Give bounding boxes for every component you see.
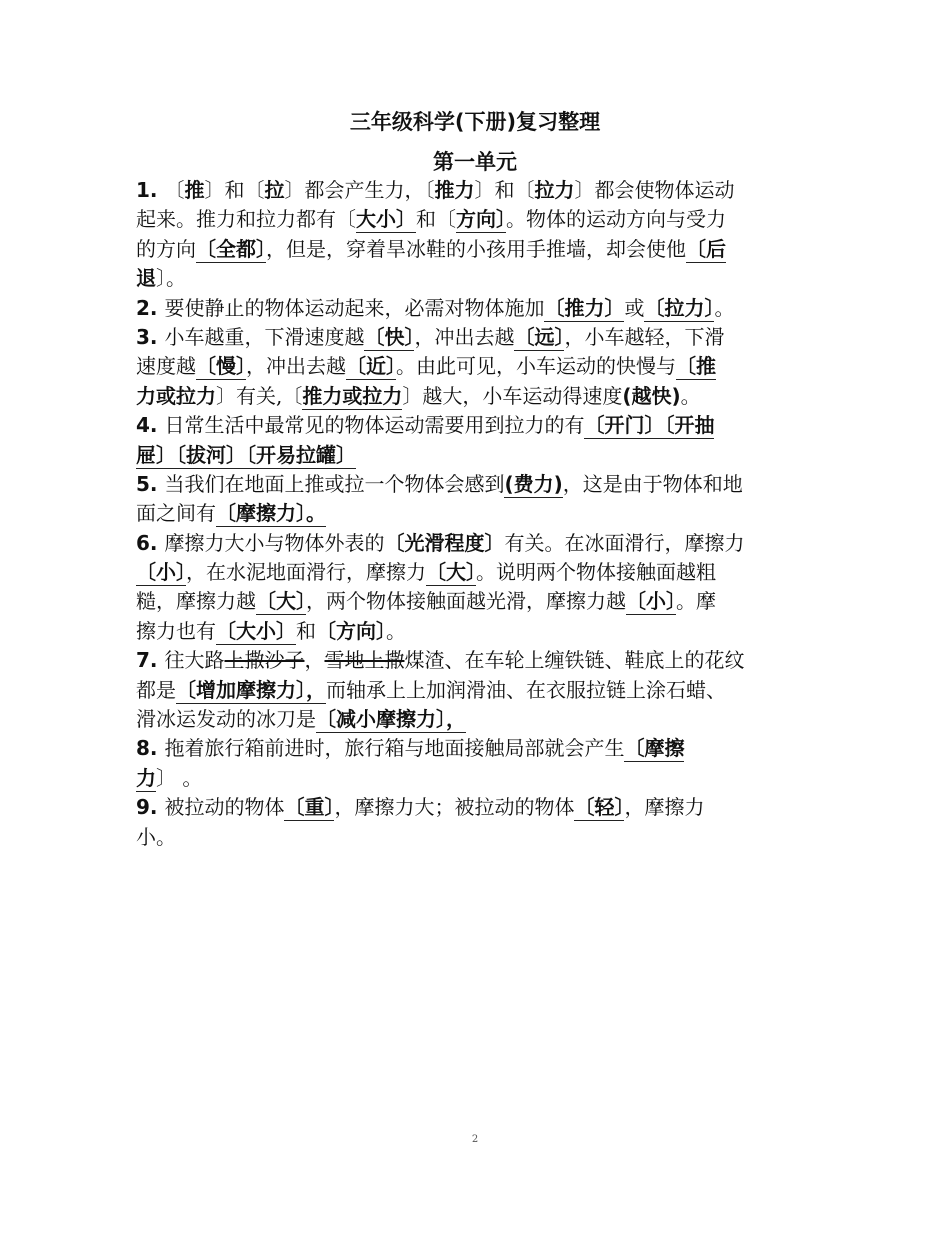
answer-blank: 推力或拉力: [302, 383, 403, 408]
text-line: [136, 382, 816, 411]
text-run: 〕和〔: [474, 178, 535, 202]
text-line: [136, 176, 816, 205]
answer-blank: 〔摩擦力〕。: [216, 501, 326, 526]
bold-text: 5.: [136, 471, 165, 496]
answer-blank: 〔近〕: [346, 354, 396, 379]
text-run: ，摩擦力大；被拉动的物体: [334, 795, 575, 820]
text-run: 。: [714, 295, 735, 320]
text-run: 。: [680, 383, 701, 408]
text-run: ，但是，穿着旱冰鞋的小孩用手推墙，却会使他: [266, 236, 686, 261]
text-run: 日常生活中最常见的物体运动需要用到拉力的有: [164, 413, 585, 438]
text-run: 煤渣、在车轮上缠铁链、鞋底上的花纹: [404, 648, 745, 673]
answer-blank: 〔大〕: [256, 589, 306, 614]
bold-text: 拉: [264, 178, 285, 202]
text-run: 往大路: [164, 648, 225, 673]
text-run: ，在水泥地面滑行，摩擦力: [186, 560, 426, 585]
text-run: 有关。在冰面滑行，摩擦力: [504, 530, 745, 555]
text-run: 。说明两个物体接触面越粗: [476, 560, 716, 585]
answer-blank: 〔推力〕: [544, 295, 625, 320]
text-run: 当我们在地面上推或拉一个物体会感到: [164, 471, 505, 496]
text-line: [136, 617, 816, 646]
text-run: 〕有关,〔: [216, 383, 303, 408]
text-line: [136, 529, 816, 558]
text-run: ，小车越轻，下滑: [564, 324, 725, 349]
answer-blank: 〔推: [676, 354, 716, 379]
text-run: 〕。: [156, 266, 186, 291]
text-run: 〕都会产生力，〔: [284, 178, 435, 202]
answer-blank: 〔轻〕: [574, 795, 625, 820]
bold-text: 1.: [136, 178, 165, 202]
text-run: 或: [624, 295, 645, 320]
text-run: 上撒沙子: [224, 648, 305, 673]
bold-text: (越快): [622, 383, 681, 408]
text-line: [136, 411, 816, 440]
text-run: 〔: [164, 178, 185, 202]
bold-text: 〔方向〕: [316, 618, 386, 643]
text-run: 。由此可见，小车运动的快慢与: [396, 354, 676, 379]
text-line: [136, 793, 816, 822]
answer-blank: 〔全都〕: [196, 236, 266, 261]
text-line: [136, 558, 816, 587]
text-line: [136, 264, 816, 293]
text-run: 拖着旅行箱前进时，旅行箱与地面接触局部就会产生: [164, 736, 625, 761]
text-line: [136, 205, 816, 234]
text-run: 的方向: [136, 236, 196, 261]
text-run: 要使静止的物体运动起来，必需对物体施加: [164, 295, 545, 320]
bold-text: 3.: [136, 324, 165, 349]
text-line: [136, 734, 816, 763]
text-run: ，摩擦力: [624, 795, 705, 820]
text-line: [136, 499, 816, 528]
answer-blank: 〔慢〕: [196, 354, 246, 379]
bold-text: 6.: [136, 530, 165, 555]
bold-text: 推力: [434, 178, 475, 202]
answer-blank: 〔小〕: [626, 589, 676, 614]
text-line: [136, 587, 816, 616]
text-line: [136, 441, 816, 470]
text-run: ，这是由于物体和地: [562, 471, 743, 496]
review-notes-body: [136, 176, 816, 852]
answer-blank: 〔大小〕: [216, 618, 296, 643]
text-line: [136, 764, 816, 793]
answer-blank: 屉〕〔拔河〕〔开易拉罐〕: [136, 442, 356, 467]
text-line: [136, 705, 816, 734]
text-run: 小车越重，下滑速度越: [164, 324, 365, 349]
unit-heading: 第一单元: [433, 150, 517, 174]
text-run: 被拉动的物体: [164, 795, 285, 820]
bold-text: 〔光滑程度〕: [384, 530, 505, 555]
answer-blank: 大小〕: [356, 207, 416, 232]
answer-blank: 〔摩擦: [624, 736, 685, 761]
text-run: 糙，摩擦力越: [136, 589, 256, 614]
answer-blank: 〔减小摩擦力〕，: [316, 707, 466, 732]
bold-text: 退: [136, 266, 156, 291]
text-run: ，: [304, 648, 325, 673]
bold-text: 8.: [136, 736, 165, 761]
text-run: ，冲出去越: [414, 324, 515, 349]
answer-blank: 〔小〕: [136, 560, 186, 585]
text-line: [136, 352, 816, 381]
text-run: ，冲出去越: [246, 354, 346, 379]
answer-blank: 〔重〕: [284, 795, 335, 820]
bold-text: 力或拉力: [136, 383, 216, 408]
text-line: [136, 323, 816, 352]
text-line: [136, 823, 816, 852]
bold-text: 拉力: [534, 178, 575, 202]
text-run: 擦力也有: [136, 618, 216, 643]
answer-blank: 方向〕: [456, 207, 506, 232]
answer-blank: 〔大〕: [426, 560, 476, 585]
text-line: [136, 676, 816, 705]
text-run: 滑冰运发动的冰刀是: [136, 707, 316, 732]
text-run: 〕 。: [156, 765, 203, 790]
answer-blank: 〔增加摩擦力〕，: [176, 677, 326, 702]
text-line: [136, 235, 816, 264]
bold-text: 9.: [136, 795, 165, 820]
text-run: 。摩: [676, 589, 716, 614]
text-line: [136, 470, 816, 499]
answer-blank: 〔快〕: [364, 324, 415, 349]
bold-text: 7.: [136, 648, 165, 673]
answer-blank: (费力): [504, 471, 563, 496]
text-run: 小。: [136, 824, 176, 849]
text-run: 面之间有: [136, 501, 216, 526]
bold-text: 推: [184, 178, 205, 202]
text-run: ，两个物体接触面越光滑，摩擦力越: [306, 589, 626, 614]
text-run: 和〔: [416, 207, 456, 232]
answer-blank: 〔开门〕〔开抽: [584, 413, 715, 438]
text-line: [136, 294, 816, 323]
bold-text: 2.: [136, 295, 165, 320]
answer-blank: 〔拉力〕: [644, 295, 715, 320]
text-run: 〕越大，小车运动得速度: [402, 383, 623, 408]
text-run: 而轴承上上加润滑油、在衣服拉链上涂石蜡、: [326, 677, 726, 702]
document-title: 三年级科学(下册)复习整理: [349, 110, 601, 134]
bold-text: 4.: [136, 413, 165, 438]
text-run: 。物体的运动方向与受力: [506, 207, 726, 232]
page-number: 2: [471, 1134, 479, 1145]
answer-blank: 力: [136, 765, 156, 790]
text-run: 雪地上撒: [324, 648, 405, 673]
text-run: 。: [386, 618, 406, 643]
text-run: 和: [296, 618, 316, 643]
answer-blank: 〔后: [686, 236, 726, 261]
text-run: 〕和〔: [204, 178, 265, 202]
text-run: 起来。推力和拉力都有〔: [136, 207, 356, 232]
text-run: 速度越: [136, 354, 196, 379]
answer-blank: 〔远〕: [514, 324, 565, 349]
text-run: 都是: [136, 677, 176, 702]
text-run: 〕都会使物体运动: [574, 178, 735, 202]
text-line: [136, 646, 816, 675]
text-run: 摩擦力大小与物体外表的: [164, 530, 385, 555]
